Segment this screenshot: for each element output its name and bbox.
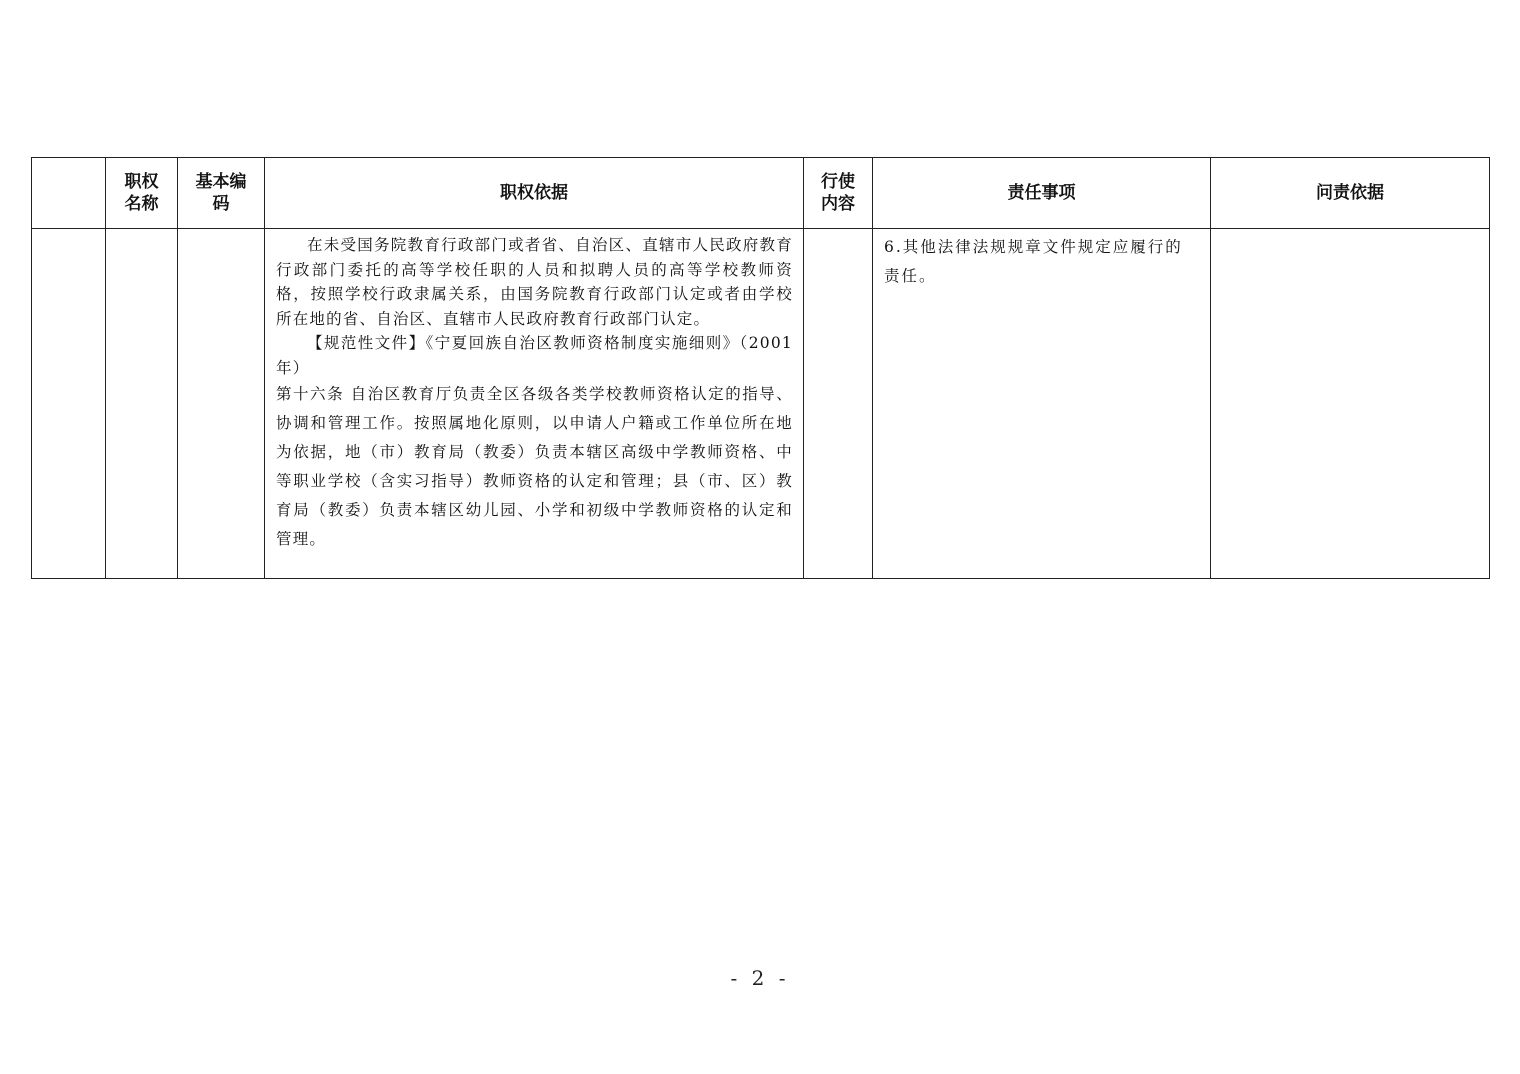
header-row — [32, 158, 1490, 229]
header-accountability-basis: 问责依据 — [1211, 158, 1490, 229]
table-header — [32, 158, 1490, 229]
table-body — [32, 229, 1490, 579]
basis-paragraph-2: 【规范性文件】《宁夏回族自治区教师资格制度实施细则》（2001 年） — [276, 334, 793, 377]
authority-table — [31, 157, 1490, 579]
basis-paragraph-3: 第十六条 自治区教育厅负责全区各级各类学校教师资格认定的指导、协调和管理工作。按照属地化原则，以申请人户籍或工作单位所在地为依据，地（市）教育局（教委）负责本辖区高级中学教师资格、中等职业学校（含实习指导）教师资格的认定和管理；县（市、区）教育局（教委）负责本辖区幼儿园、小学和初级中学教师资格的认定和管理。 — [276, 385, 793, 548]
cell-basic-code — [178, 229, 265, 579]
cell-blank — [32, 229, 106, 579]
cell-exercise-content — [804, 229, 873, 579]
header-exercise-content-line2: 内容 — [821, 194, 855, 214]
header-basic-code-line2: 码 — [212, 194, 230, 214]
basis-paragraph-1: 在未受国务院教育行政部门或者省、自治区、直辖市人民政府教育行政部门委托的高等学校任职的人员和拟聘人员的高等学校教师资格，按照学校行政隶属关系，由国务院教育行政部门认定或者由学校所在地的省、自治区、直辖市人民政府教育行政部门认定。 — [276, 236, 793, 328]
cell-responsibility: 6.其他法律法规规章文件规定应履行的责任。 — [873, 229, 1211, 579]
header-exercise-content — [804, 158, 873, 229]
header-exercise-content-line1: 行使 — [821, 172, 855, 192]
cell-authority-basis — [265, 229, 804, 579]
header-authority-name-line1: 职权 — [124, 172, 159, 192]
cell-accountability-basis — [1211, 229, 1490, 579]
header-basic-code-line1: 基本编 — [195, 172, 247, 192]
header-basic-code — [178, 158, 265, 229]
header-authority-name-line2: 名称 — [124, 194, 159, 214]
header-responsibility: 责任事项 — [873, 158, 1211, 229]
table-row — [32, 229, 1490, 579]
header-blank — [32, 158, 106, 229]
page-number: - 2 - — [730, 966, 790, 990]
header-authority-name — [106, 158, 178, 229]
cell-authority-name — [106, 229, 178, 579]
header-authority-basis: 职权依据 — [265, 158, 804, 229]
